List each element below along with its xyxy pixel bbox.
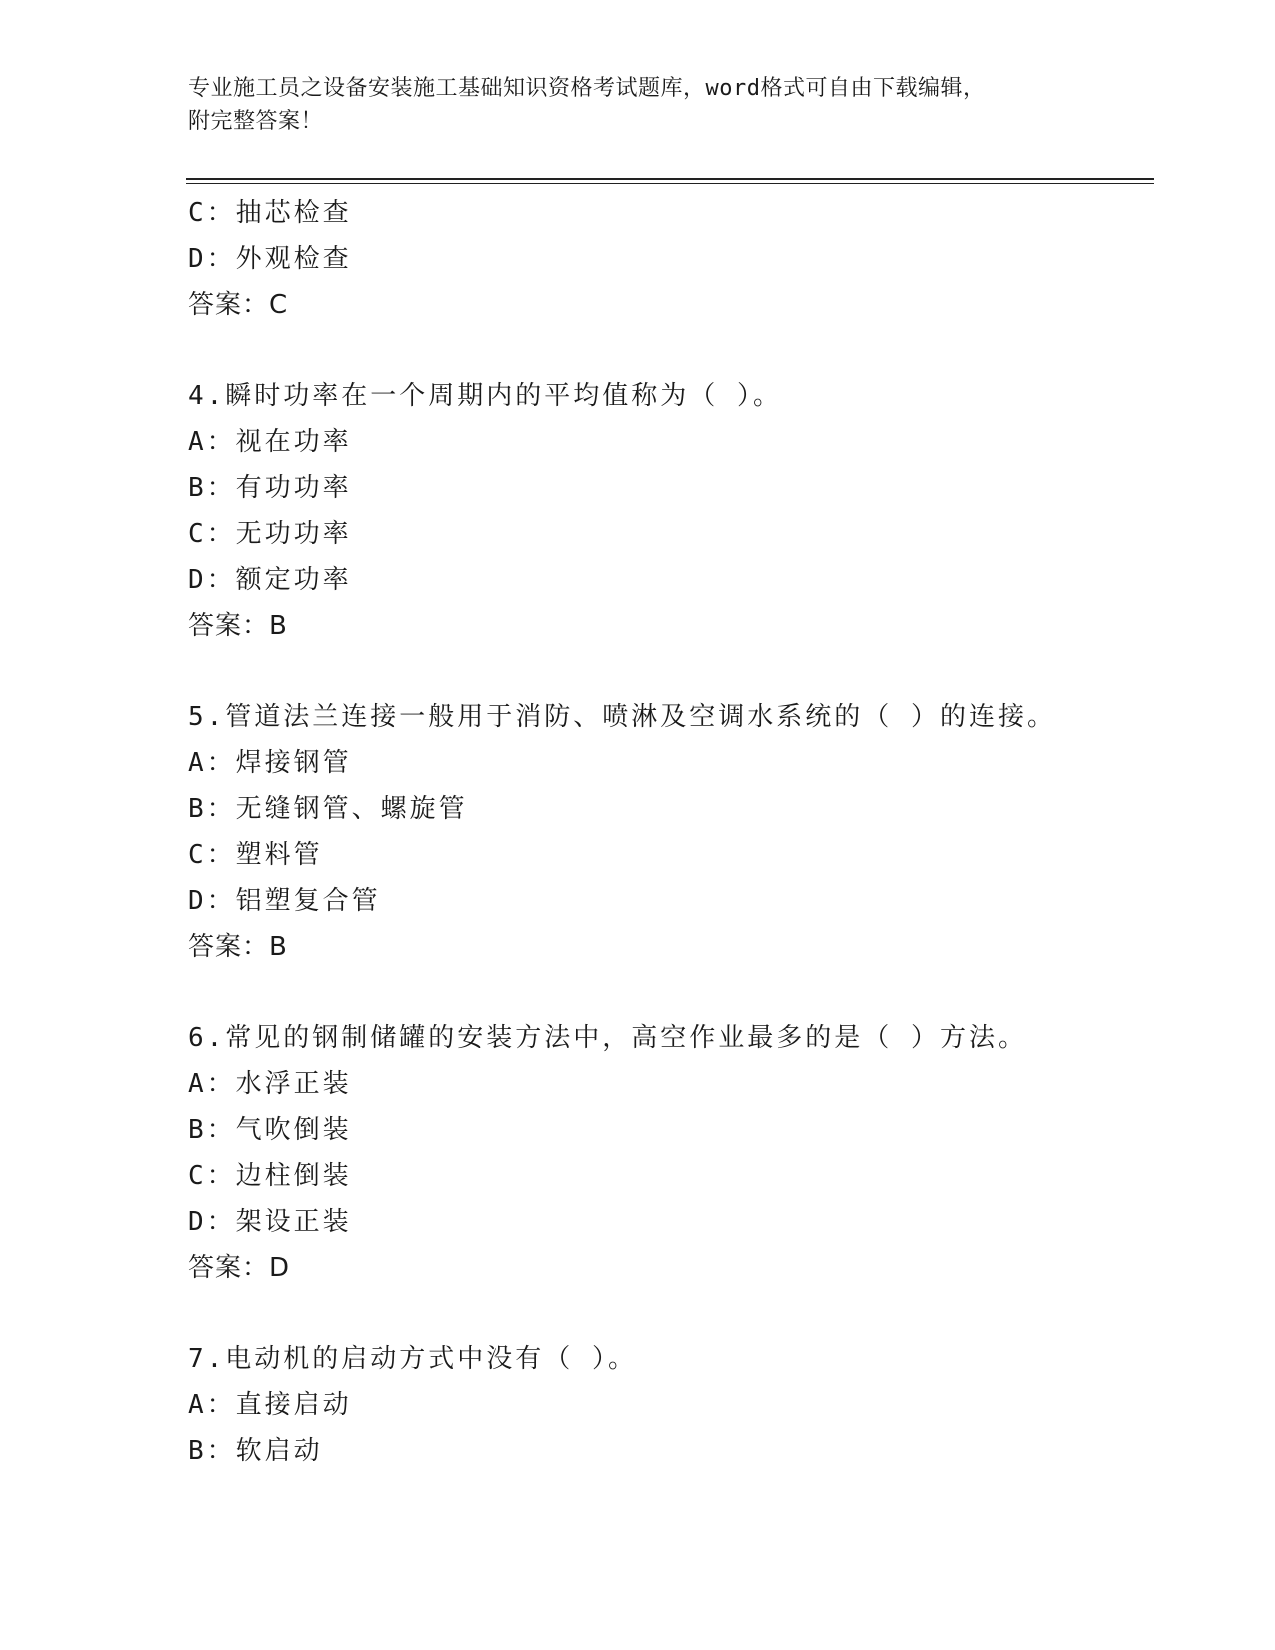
document-header	[188, 72, 1088, 138]
header-rule-thick	[186, 178, 1154, 180]
option-b: B：软启动	[188, 1436, 323, 1466]
question-text: 7.电动机的启动方式中没有（ ）。	[188, 1344, 637, 1374]
question-4	[188, 373, 1148, 649]
option-c: C：塑料管	[188, 840, 323, 870]
question-text: 4.瞬时功率在一个周期内的平均值称为（ ）。	[188, 381, 782, 411]
option-c: C：边柱倒装	[188, 1161, 352, 1191]
option-a: A：直接启动	[188, 1390, 352, 1420]
option-d: D：额定功率	[188, 565, 352, 595]
question-text: 6.常见的钢制储罐的安装方法中，高空作业最多的是（ ）方法。	[188, 1023, 1027, 1053]
option-a: A：视在功率	[188, 427, 352, 457]
option-b: B：有功功率	[188, 473, 352, 503]
header-rule-thin	[186, 183, 1154, 184]
option-b: B：无缝钢管、螺旋管	[188, 794, 468, 824]
answer: 答案：D	[188, 1253, 291, 1283]
question-5	[188, 694, 1148, 970]
header-line-2: 附完整答案！	[188, 109, 324, 134]
question-list	[188, 190, 1148, 1474]
question-text: 5.管道法兰连接一般用于消防、喷淋及空调水系统的（ ）的连接。	[188, 702, 1056, 732]
option-c: C：无功功率	[188, 519, 352, 549]
option-a: A：焊接钢管	[188, 748, 352, 778]
option-d: D：外观检查	[188, 244, 352, 274]
answer: 答案：B	[188, 611, 288, 641]
question-7	[188, 1336, 1148, 1474]
option-b: B：气吹倒装	[188, 1115, 352, 1145]
option-c: C：抽芯检查	[188, 198, 352, 228]
question-3-tail	[188, 190, 1148, 328]
option-d: D：铝塑复合管	[188, 886, 381, 916]
question-6	[188, 1015, 1148, 1291]
header-line-1: 专业施工员之设备安装施工基础知识资格考试题库，word格式可自由下载编辑，	[188, 76, 986, 101]
option-d: D：架设正装	[188, 1207, 352, 1237]
answer: 答案：B	[188, 932, 288, 962]
answer: 答案：C	[188, 290, 289, 320]
option-a: A：水浮正装	[188, 1069, 352, 1099]
